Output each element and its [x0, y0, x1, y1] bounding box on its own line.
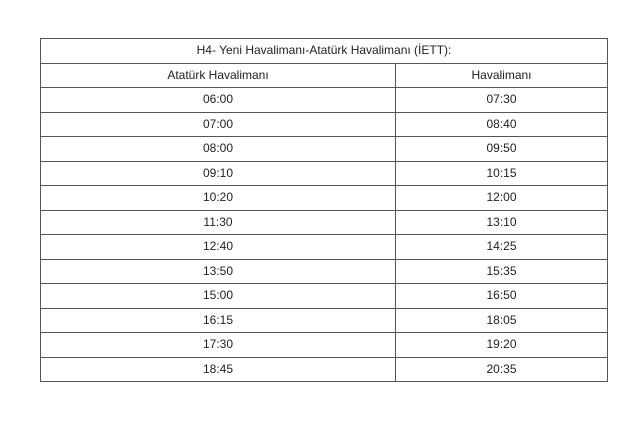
table-row [41, 259, 608, 284]
departure-time-ataturk: 15:00 [41, 284, 396, 309]
table-row [41, 284, 608, 309]
departure-time-ataturk: 10:20 [41, 186, 396, 211]
departure-time-ataturk: 06:00 [41, 88, 396, 113]
table-row [41, 112, 608, 137]
departure-time-ataturk: 18:45 [41, 357, 396, 382]
table-header-row [41, 63, 608, 88]
departure-time-ataturk: 07:00 [41, 112, 396, 137]
departure-time-ataturk: 17:30 [41, 333, 396, 358]
column-header-ataturk: Atatürk Havalimanı [41, 63, 396, 88]
table-row [41, 308, 608, 333]
table-row [41, 235, 608, 260]
table-row [41, 88, 608, 113]
departure-time-havalimani: 12:00 [396, 186, 608, 211]
departure-time-havalimani: 20:35 [396, 357, 608, 382]
departure-time-ataturk: 11:30 [41, 210, 396, 235]
departure-time-havalimani: 08:40 [396, 112, 608, 137]
schedule-table [40, 38, 608, 382]
departure-time-havalimani: 07:30 [396, 88, 608, 113]
table-row [41, 186, 608, 211]
table-body [41, 88, 608, 382]
table-row [41, 333, 608, 358]
departure-time-ataturk: 13:50 [41, 259, 396, 284]
table-row [41, 357, 608, 382]
table-row [41, 137, 608, 162]
departure-time-havalimani: 13:10 [396, 210, 608, 235]
departure-time-ataturk: 09:10 [41, 161, 396, 186]
departure-time-ataturk: 08:00 [41, 137, 396, 162]
departure-time-havalimani: 19:20 [396, 333, 608, 358]
departure-time-havalimani: 15:35 [396, 259, 608, 284]
departure-time-havalimani: 14:25 [396, 235, 608, 260]
departure-time-havalimani: 16:50 [396, 284, 608, 309]
column-header-havalimani: Havalimanı [396, 63, 608, 88]
departure-time-ataturk: 16:15 [41, 308, 396, 333]
departure-time-havalimani: 09:50 [396, 137, 608, 162]
table-row [41, 161, 608, 186]
departure-time-ataturk: 12:40 [41, 235, 396, 260]
departure-time-havalimani: 10:15 [396, 161, 608, 186]
departure-time-havalimani: 18:05 [396, 308, 608, 333]
table-row [41, 210, 608, 235]
table-title: H4- Yeni Havalimanı-Atatürk Havalimanı (İETT): [41, 39, 608, 64]
table-title-row [41, 39, 608, 64]
